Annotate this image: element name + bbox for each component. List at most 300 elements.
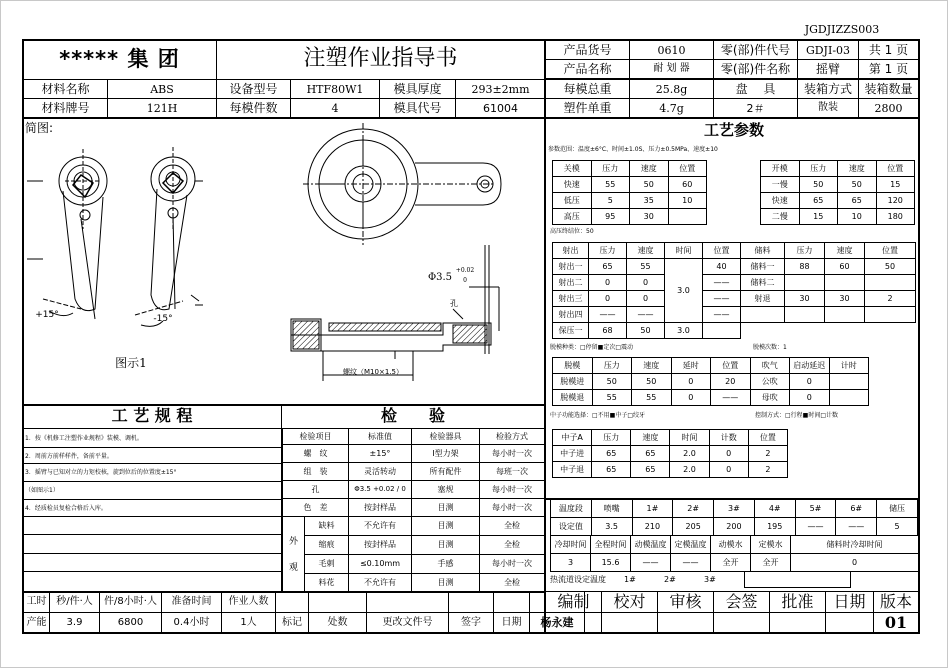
tray-label: 盘 具 — [714, 80, 798, 99]
ejector-cell: 0 — [671, 390, 711, 406]
hot-runner-cell: 热流道设定温度 — [550, 574, 606, 584]
ejector-cell: 速度 — [632, 358, 672, 374]
thread-note: 螺纹（M10×1.5） — [343, 367, 403, 376]
open-mold-cell: 50 — [838, 177, 877, 193]
injection-cell — [865, 275, 916, 291]
cooling-cell: 全程时间 — [591, 536, 631, 554]
injection-cell: 30 — [825, 291, 865, 307]
injection-cell — [703, 323, 741, 339]
inspection-row — [283, 499, 545, 517]
inspection-item: 组 装 — [283, 463, 349, 481]
core-pull-row — [553, 446, 788, 462]
open-mold-cell: 压力 — [799, 161, 838, 177]
inspection-header-cell: 检验方式 — [480, 429, 545, 445]
ejector-cell — [829, 374, 869, 390]
approval-label: 会签 — [714, 592, 770, 613]
part-name: 摇臂 — [798, 60, 859, 79]
temperature-cell: 温度段 — [551, 500, 592, 518]
inspection-item: 孔 — [283, 481, 349, 499]
close-mold-cell: 50 — [630, 177, 669, 193]
injection-cell: —— — [589, 307, 627, 323]
core-pull-cell: 2 — [748, 462, 787, 478]
open-mold-cell: 50 — [799, 177, 838, 193]
injection-blank — [741, 323, 916, 339]
core-pull-cell: 压力 — [592, 430, 631, 446]
inspection-header-row — [283, 429, 545, 445]
open-mold-row — [761, 177, 915, 193]
injection-cell — [825, 307, 865, 323]
inspection-standard: 灵活转动 — [349, 463, 412, 481]
pack-method-label: 装箱方式 — [798, 80, 859, 99]
injection-cell: 射出二 — [553, 275, 589, 291]
injection-cell: 50 — [865, 259, 916, 275]
ejector-row — [553, 374, 869, 390]
injection-cell: 50 — [627, 323, 665, 339]
total-weight-label: 每模总重 — [546, 80, 630, 99]
cavity: 4 — [291, 99, 380, 118]
injection-header: 压力 — [589, 243, 627, 259]
temperature-cell: 200 — [714, 518, 755, 536]
injection-cell: 射出四 — [553, 307, 589, 323]
temperature-cell: 3.5 — [591, 518, 632, 536]
open-mold-cell: 开模 — [761, 161, 800, 177]
injection-row — [553, 307, 916, 323]
appearance-standard: ≤0.10mm — [349, 555, 412, 574]
inspection-table — [282, 428, 545, 517]
inspection-method: 每班一次 — [480, 463, 545, 481]
mold-code: 61004 — [456, 99, 546, 118]
mold-thickness-label: 模具厚度 — [380, 80, 456, 99]
cooling-cell: 0 — [791, 554, 919, 572]
inspection-tool: Ⅰ型力架 — [412, 445, 480, 463]
ejector-cell: 计时 — [829, 358, 869, 374]
param-range: 参数范围：温度±6°C、时间±1.0S、压力±0.5MPa、速度±10 — [548, 146, 718, 153]
close-mold-row — [553, 193, 707, 209]
injection-cell: 保压一 — [553, 323, 589, 339]
hot-runner-cell: 3# — [704, 574, 716, 584]
weight-info-table — [545, 79, 919, 118]
open-mold-cell: 180 — [876, 209, 915, 225]
equipment: HTF80W1 — [291, 80, 380, 99]
appearance-item: 缩痕 — [305, 536, 349, 555]
appearance-method: 每小时一次 — [480, 555, 545, 574]
signature-label: 标记 — [276, 613, 309, 633]
eject-mode: 脱模种类：□停留■定次□震动 — [550, 344, 634, 351]
injection-header-row — [553, 243, 916, 259]
ejector-cell: 延时 — [671, 358, 711, 374]
core-pull-cell: 计数 — [709, 430, 748, 446]
injection-cell — [741, 307, 785, 323]
injection-time: 3.0 — [665, 259, 703, 323]
appearance-tool: 目测 — [412, 574, 480, 593]
close-mold-cell: 位置 — [668, 161, 707, 177]
temperature-header-row — [551, 500, 918, 518]
capacity-value: 3.9 — [50, 613, 100, 633]
open-mold-cell: 65 — [838, 193, 877, 209]
core-select: 中子功能选择：□不用■中子□绞牙 — [550, 412, 646, 419]
appearance-tool: 目测 — [412, 536, 480, 555]
injection-row — [553, 259, 916, 275]
close-mold-cell: 低压 — [553, 193, 592, 209]
ejector-cell: 20 — [711, 374, 751, 390]
tray-value: 2＃ — [714, 99, 798, 118]
inspection-tool: 塞规 — [412, 481, 480, 499]
capacity-signature-table — [23, 591, 585, 633]
injection-header: 储料 — [741, 243, 785, 259]
cooling-cell: 定模水 — [751, 536, 791, 554]
injection-cell: 30 — [785, 291, 825, 307]
capacity-header: 作业人数 — [222, 592, 276, 613]
appearance-standard: 不允许有 — [349, 517, 412, 536]
close-mold-cell: 10 — [668, 193, 707, 209]
ejector-cell: 脱模退 — [553, 390, 593, 406]
cooling-cell: 3 — [551, 554, 591, 572]
doc-code: JGDJⅠZZS003 — [804, 22, 880, 36]
injection-cell — [785, 275, 825, 291]
temperature-cell: 205 — [673, 518, 714, 536]
open-mold-cell: 一慢 — [761, 177, 800, 193]
approval-label: 版本 — [874, 592, 919, 613]
injection-cell: —— — [703, 307, 741, 323]
inspection-standard: 按封样品 — [349, 499, 412, 517]
close-mold-cell: 55 — [591, 177, 630, 193]
core-pull-cell: 65 — [631, 462, 670, 478]
signature-blank — [309, 592, 367, 613]
capacity-value: 1人 — [222, 613, 276, 633]
ejector-cell: 55 — [632, 390, 672, 406]
cooling-table — [550, 535, 919, 572]
injection-header: 位置 — [865, 243, 916, 259]
inspection-item: 螺 纹 — [283, 445, 349, 463]
hole-tol-upper: +0.02 — [455, 267, 475, 274]
product-name: 耐 划 器 — [630, 60, 714, 79]
ejector-row — [553, 390, 869, 406]
close-mold-cell: 95 — [591, 209, 630, 225]
injection-cell: 2 — [865, 291, 916, 307]
appearance-standard: 按封样品 — [349, 536, 412, 555]
compiler-name: 杨永建 — [530, 613, 585, 633]
core-pull-cell: 2 — [748, 446, 787, 462]
appearance-tool: 目测 — [412, 517, 480, 536]
appearance-table — [282, 516, 545, 593]
hole-note: 孔 — [450, 299, 458, 308]
ejector-cell: 0 — [790, 374, 830, 390]
injection-row — [553, 323, 916, 339]
pack-qty-label: 装箱数量 — [859, 80, 919, 99]
close-mold-row — [553, 209, 707, 225]
sketch-caption: 图示1 — [115, 356, 147, 370]
ejector-cell: 50 — [592, 374, 632, 390]
cooling-cell: 储料时冷却时间 — [791, 536, 919, 554]
control-mode: 控制方式：□行程■时间□计数 — [755, 412, 839, 419]
injection-header: 时间 — [665, 243, 703, 259]
signature-label: 处数 — [309, 613, 367, 633]
temperature-cell: 2# — [673, 500, 714, 518]
approval-table — [545, 591, 919, 633]
core-pull-cell: 65 — [631, 446, 670, 462]
appearance-row — [283, 517, 545, 536]
part-no-label: 零(部)件代号 — [714, 41, 798, 60]
temperature-cell: 5# — [795, 500, 836, 518]
injection-cell: 射退 — [741, 291, 785, 307]
temperature-cell: 6# — [836, 500, 877, 518]
product-no-label: 产品货号 — [546, 41, 630, 60]
process-step: 1．按《机修工注塑作业规程》装模、调机。 — [25, 435, 143, 442]
eject-count: 脱模次数：1 — [753, 344, 787, 351]
inspection-tool: 所有配件 — [412, 463, 480, 481]
injection-header: 速度 — [627, 243, 665, 259]
injection-cell: 68 — [589, 323, 627, 339]
injection-cell: 0 — [589, 291, 627, 307]
inspection-item: 色 差 — [283, 499, 349, 517]
cooling-value-row — [551, 554, 919, 572]
ejector-cell: 0 — [790, 390, 830, 406]
open-mold-cell: 120 — [876, 193, 915, 209]
core-pull-cell: 65 — [592, 462, 631, 478]
appearance-tool: 手感 — [412, 555, 480, 574]
injection-cell: 储料一 — [741, 259, 785, 275]
ejector-cell: —— — [711, 390, 751, 406]
injection-cell: 65 — [589, 259, 627, 275]
close-mold-cell: 高压 — [553, 209, 592, 225]
temperature-cell: 210 — [632, 518, 673, 536]
appearance-method: 全检 — [480, 574, 545, 593]
appearance-standard: 不允许有 — [349, 574, 412, 593]
appearance-row — [283, 574, 545, 593]
hot-runner-cell: 1# — [624, 574, 636, 584]
params-title: 工艺参数 — [703, 120, 764, 139]
material-name-label: 材料名称 — [24, 80, 108, 99]
company-name: ***** 集 团 — [59, 46, 180, 71]
close-mold-cell: 35 — [630, 193, 669, 209]
material-grade-label: 材料牌号 — [24, 99, 108, 118]
part-weight-label: 塑件单重 — [546, 99, 630, 118]
close-mold-header-row — [553, 161, 707, 177]
version-no: 01 — [874, 613, 919, 633]
open-mold-table — [760, 160, 915, 225]
ejector-table — [552, 357, 869, 406]
part-sketch — [23, 119, 544, 404]
process-step: 2．周前方前样样件，备前平量。 — [25, 453, 113, 460]
signature-blank — [449, 592, 494, 613]
injection-cell: 55 — [627, 259, 665, 275]
appearance-row — [283, 555, 545, 574]
cooling-cell: 全开 — [751, 554, 791, 572]
total-pages: 共 1 页 — [859, 41, 919, 60]
close-mold-table — [552, 160, 707, 225]
angle-left-label: +15° — [35, 309, 59, 320]
temperature-cell: 储压 — [877, 500, 918, 518]
core-pull-cell: 中子A — [553, 430, 592, 446]
temperature-table — [550, 499, 918, 536]
open-mold-cell: 二慢 — [761, 209, 800, 225]
cooling-cell: 动模温度 — [631, 536, 671, 554]
core-pull-cell: 0 — [709, 462, 748, 478]
injection-cell: —— — [703, 275, 741, 291]
injection-header: 位置 — [703, 243, 741, 259]
close-mold-cell: 快速 — [553, 177, 592, 193]
injection-table — [552, 242, 916, 339]
temperature-cell: 喷嘴 — [591, 500, 632, 518]
signature-blank — [276, 592, 309, 613]
open-mold-cell: 快速 — [761, 193, 800, 209]
inspection-method: 每小时一次 — [480, 481, 545, 499]
ejector-cell: 压力 — [592, 358, 632, 374]
cooling-cell: 冷却时间 — [551, 536, 591, 554]
cavity-label: 每模件数 — [217, 99, 291, 118]
process-step: （如图示1） — [25, 487, 59, 494]
hot-runner-row — [550, 572, 850, 588]
temperature-cell: 5 — [877, 518, 918, 536]
core-pull-cell: 0 — [709, 446, 748, 462]
appearance-label: 外 观 — [283, 517, 305, 593]
ejector-cell: 启动延迟 — [790, 358, 830, 374]
signature-label: 日期 — [494, 613, 530, 633]
ejector-cell: 55 — [592, 390, 632, 406]
hole-tol-lower: 0 — [463, 277, 467, 284]
approval-label: 校对 — [602, 592, 658, 613]
inspection-standard: ±15° — [349, 445, 412, 463]
ejector-cell: 脱模进 — [553, 374, 593, 390]
capacity-header: 件/8小时·人 — [100, 592, 162, 613]
temperature-cell: —— — [836, 518, 877, 536]
appearance-method: 全检 — [480, 517, 545, 536]
close-mold-cell — [668, 209, 707, 225]
inspection-method: 每小时一次 — [480, 445, 545, 463]
injection-cell: —— — [703, 291, 741, 307]
injection-cell: 储料二 — [741, 275, 785, 291]
appearance-item: 缺料 — [305, 517, 349, 536]
injection-cell: 0 — [589, 275, 627, 291]
appearance-row — [283, 536, 545, 555]
product-name-label: 产品名称 — [546, 60, 630, 79]
open-mold-cell: 65 — [799, 193, 838, 209]
close-mold-row — [553, 177, 707, 193]
inspection-row — [283, 481, 545, 499]
injection-cell — [785, 307, 825, 323]
temperature-row — [551, 518, 918, 536]
core-pull-cell: 65 — [592, 446, 631, 462]
signature-label: 更改文件号 — [367, 613, 449, 633]
core-pull-table — [552, 429, 788, 478]
temperature-cell: 3# — [714, 500, 755, 518]
temperature-cell: 设定值 — [551, 518, 592, 536]
injection-header: 压力 — [785, 243, 825, 259]
inspection-title: 检 验 — [380, 406, 445, 425]
close-mold-cell: 5 — [591, 193, 630, 209]
core-pull-cell: 中子进 — [553, 446, 592, 462]
injection-cell: 88 — [785, 259, 825, 275]
cooling-cell: 15.6 — [591, 554, 631, 572]
equipment-label: 设备型号 — [217, 80, 291, 99]
capacity-header: 准备时间 — [162, 592, 222, 613]
injection-header: 速度 — [825, 243, 865, 259]
page-no: 第 1 页 — [859, 60, 919, 79]
ejector-cell: 位置 — [711, 358, 751, 374]
cooling-header-row — [551, 536, 919, 554]
cooling-cell: 全开 — [711, 554, 751, 572]
cooling-cell: 动模水 — [711, 536, 751, 554]
core-pull-row — [553, 462, 788, 478]
open-mold-cell: 速度 — [838, 161, 877, 177]
appearance-item: 料花 — [305, 574, 349, 593]
injection-row — [553, 275, 916, 291]
process-rules-title: 工 艺 规 程 — [111, 406, 193, 425]
product-header-table — [545, 40, 919, 79]
capacity-value: 6800 — [100, 613, 162, 633]
hot-runner-cell: 2# — [664, 574, 676, 584]
appearance-item: 毛刺 — [305, 555, 349, 574]
part-no: GDJⅠ-03 — [798, 41, 859, 60]
cooling-cell: —— — [671, 554, 711, 572]
material-name: ABS — [108, 80, 217, 99]
core-pull-cell: 时间 — [670, 430, 709, 446]
ejector-cell — [829, 390, 869, 406]
inspection-tool: 目测 — [412, 499, 480, 517]
pack-method: 散装 — [798, 99, 859, 118]
cooling-cell: —— — [631, 554, 671, 572]
cooling-cell: 定模温度 — [671, 536, 711, 554]
injection-cell — [865, 307, 916, 323]
ejector-cell: 50 — [632, 374, 672, 390]
ejector-cell: 吹气 — [750, 358, 790, 374]
core-pull-cell: 中子退 — [553, 462, 592, 478]
injection-cell: 0 — [627, 291, 665, 307]
inspection-header-cell: 检验项目 — [283, 429, 349, 445]
angle-right-label: -15° — [153, 313, 173, 324]
inspection-row — [283, 463, 545, 481]
inspection-standard: Φ3.5 +0.02 / 0 — [349, 481, 412, 499]
pack-qty: 2800 — [859, 99, 919, 118]
mold-code-label: 模具代号 — [380, 99, 456, 118]
approval-label: 审核 — [658, 592, 714, 613]
material-info-table — [23, 79, 546, 118]
capacity-value: 0.4小时 — [162, 613, 222, 633]
inspection-header-cell: 标准值 — [349, 429, 412, 445]
ejector-cell: 公吹 — [750, 374, 790, 390]
ejector-cell: 脱模 — [553, 358, 593, 374]
approval-label: 批准 — [770, 592, 826, 613]
inspection-method: 每小时一次 — [480, 499, 545, 517]
injection-cell — [825, 275, 865, 291]
injection-cell: 60 — [825, 259, 865, 275]
injection-time: 3.0 — [665, 323, 703, 339]
hp-end-pos: 高压终结位：50 — [550, 228, 594, 235]
close-mold-cell: 压力 — [591, 161, 630, 177]
approval-label: 日期 — [826, 592, 874, 613]
core-pull-cell: 2.0 — [670, 446, 709, 462]
material-grade: 121H — [108, 99, 217, 118]
ejector-header-row — [553, 358, 869, 374]
close-mold-cell: 关模 — [553, 161, 592, 177]
capacity-header: 工时 — [24, 592, 50, 613]
appearance-method: 全检 — [480, 536, 545, 555]
core-pull-cell: 位置 — [748, 430, 787, 446]
open-mold-row — [761, 209, 915, 225]
capacity-value: 产能 — [24, 613, 50, 633]
injection-cell: 射出三 — [553, 291, 589, 307]
sketch-label: 简图: — [25, 121, 54, 135]
inspection-row — [283, 445, 545, 463]
approval-label: 编制 — [546, 592, 602, 613]
signature-blank — [367, 592, 449, 613]
core-pull-cell: 速度 — [631, 430, 670, 446]
capacity-header: 秒/件·人 — [50, 592, 100, 613]
close-mold-cell: 30 — [630, 209, 669, 225]
open-mold-header-row — [761, 161, 915, 177]
injection-cell: —— — [627, 307, 665, 323]
open-mold-cell: 15 — [876, 177, 915, 193]
